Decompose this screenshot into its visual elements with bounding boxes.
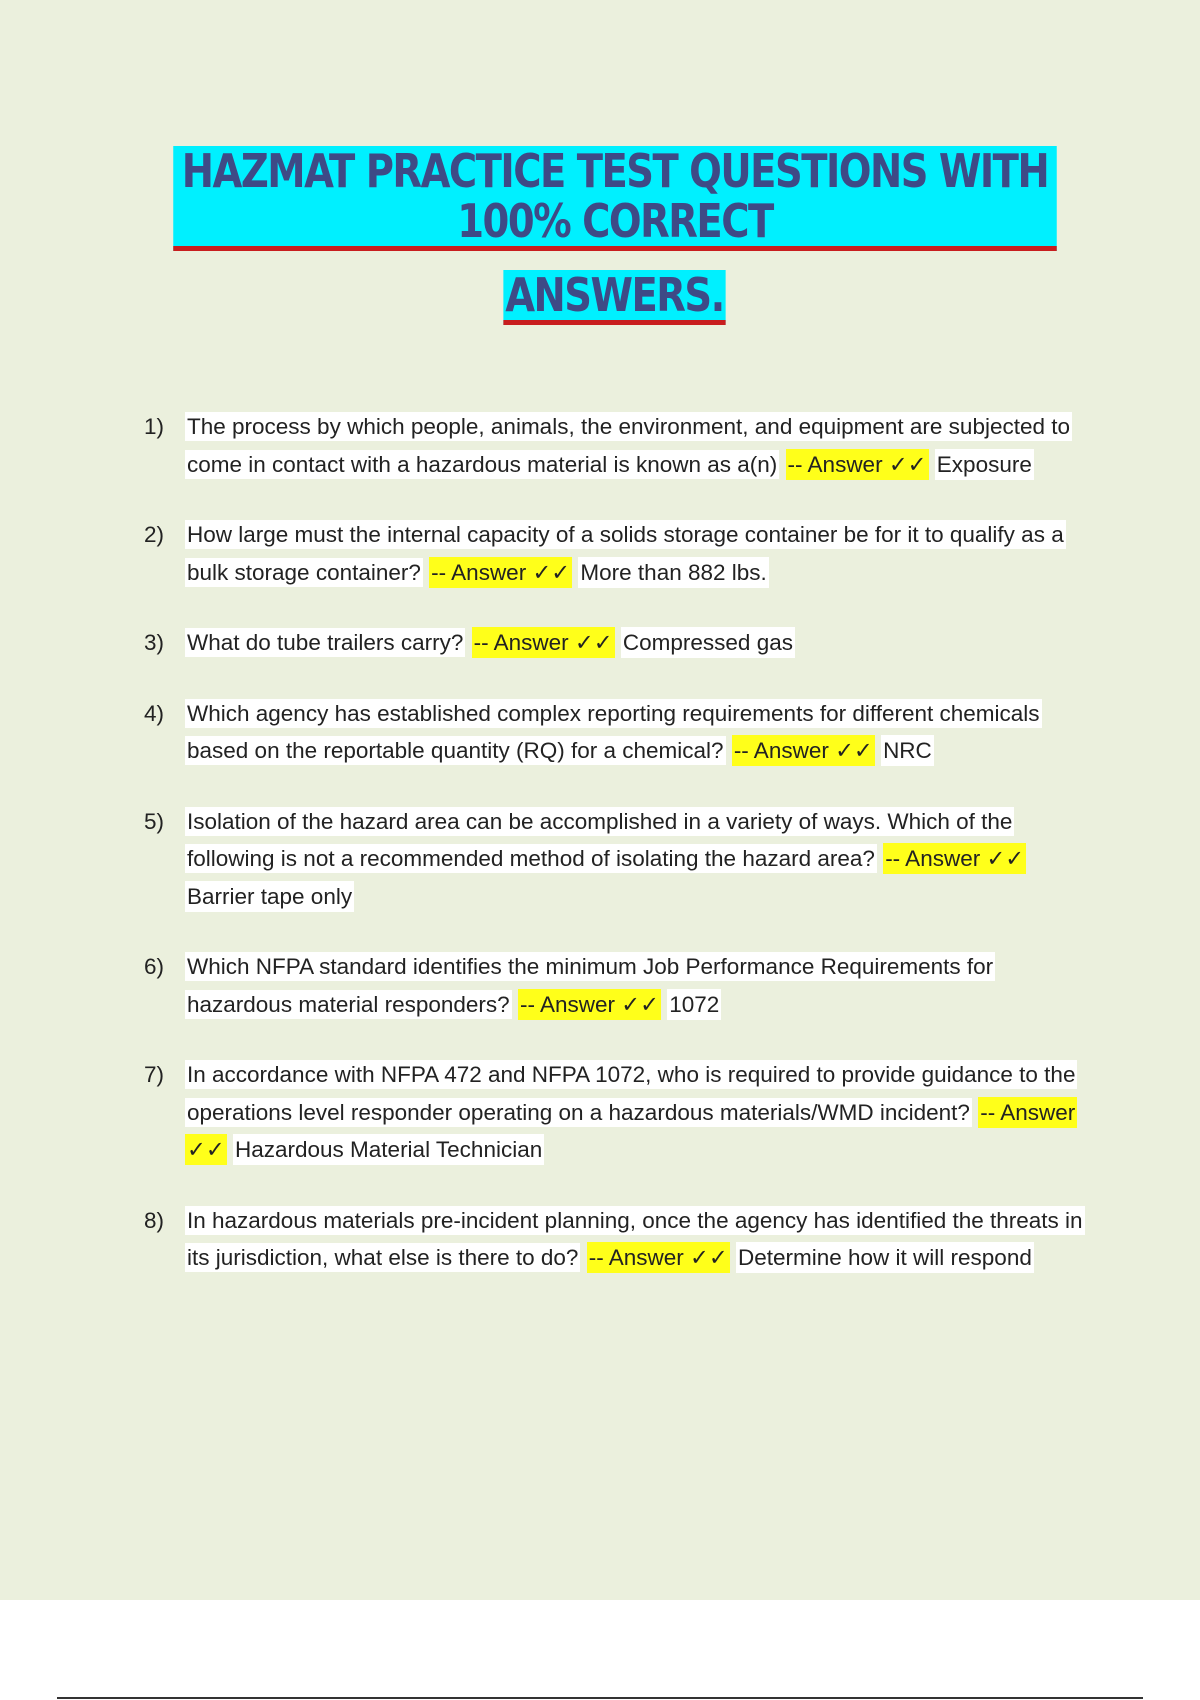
answer-text: Determine how it will respond (736, 1242, 1034, 1273)
question-number: 3) (144, 630, 165, 655)
answer-marker: -- Answer ✓✓ (472, 627, 615, 658)
question-text: Which agency has established complex reporting requirements for different chemicals based on the reportable quantity (RQ) for a chemical? (187, 700, 1040, 763)
answer-marker: -- Answer ✓✓ (786, 449, 929, 480)
title-line-2: ANSWERS. (504, 270, 726, 325)
answer-text: NRC (881, 735, 934, 766)
answer-marker: -- Answer ✓✓ (587, 1242, 730, 1273)
question-text: In accordance with NFPA 472 and NFPA 1072, who is required to provide guidance to the operations level responder operating on a hazardous materials/WMD incident? (187, 1062, 1076, 1125)
question-number: 5) (144, 808, 165, 834)
question-number: 2) (144, 522, 165, 547)
question-item (144, 1202, 1094, 1277)
answer-text: Hazardous Material Technician (233, 1134, 544, 1165)
answer-marker: -- Answer ✓✓ (185, 1097, 1077, 1166)
answer-marker: -- Answer ✓✓ (732, 735, 875, 766)
question-text: Isolation of the hazard area can be accomplished in a variety of ways. Which of the following is not a recommended method of isolating the hazard area? (187, 808, 1013, 871)
answer-text: Exposure (935, 449, 1034, 480)
answer-text: 1072 (667, 989, 721, 1020)
answer-marker: -- Answer ✓✓ (518, 989, 661, 1020)
title-line-1: HAZMAT PRACTICE TEST QUESTIONS WITH 100% CORRECT (173, 146, 1057, 251)
question-list (144, 408, 1094, 1310)
question-item (144, 803, 1094, 916)
question-text: What do tube trailers carry? (187, 630, 464, 655)
answer-text: Compressed gas (621, 627, 795, 658)
question-number: 4) (144, 700, 165, 726)
question-item (144, 516, 1094, 591)
answer-text: More than 882 lbs. (578, 557, 768, 588)
question-text: In hazardous materials pre-incident planning, once the agency has identified the threats in its jurisdiction, what else is there to do? (187, 1207, 1083, 1270)
question-number: 7) (144, 1062, 165, 1087)
question-item (144, 624, 1094, 662)
question-number: 8) (144, 1207, 165, 1233)
question-text: How large must the internal capacity of a solids storage container be for it to qualify as a bulk storage container? (187, 522, 1064, 585)
answer-text: Barrier tape only (185, 881, 354, 912)
question-number: 1) (144, 414, 165, 439)
question-number: 6) (144, 954, 165, 979)
question-item (144, 948, 1094, 1023)
document-title (140, 146, 1090, 336)
question-text: The process by which people, animals, the environment, and equipment are subjected to come in contact with a hazardous material is known as a(n) (187, 414, 1071, 477)
question-text: Which NFPA standard identifies the minimum Job Performance Requirements for hazardous material responders? (187, 954, 994, 1017)
question-item (144, 695, 1094, 770)
question-item (144, 1056, 1094, 1169)
answer-marker: -- Answer ✓✓ (429, 557, 572, 588)
question-item (144, 408, 1094, 483)
footer-divider (57, 1697, 1143, 1699)
answer-marker: -- Answer ✓✓ (883, 843, 1026, 874)
